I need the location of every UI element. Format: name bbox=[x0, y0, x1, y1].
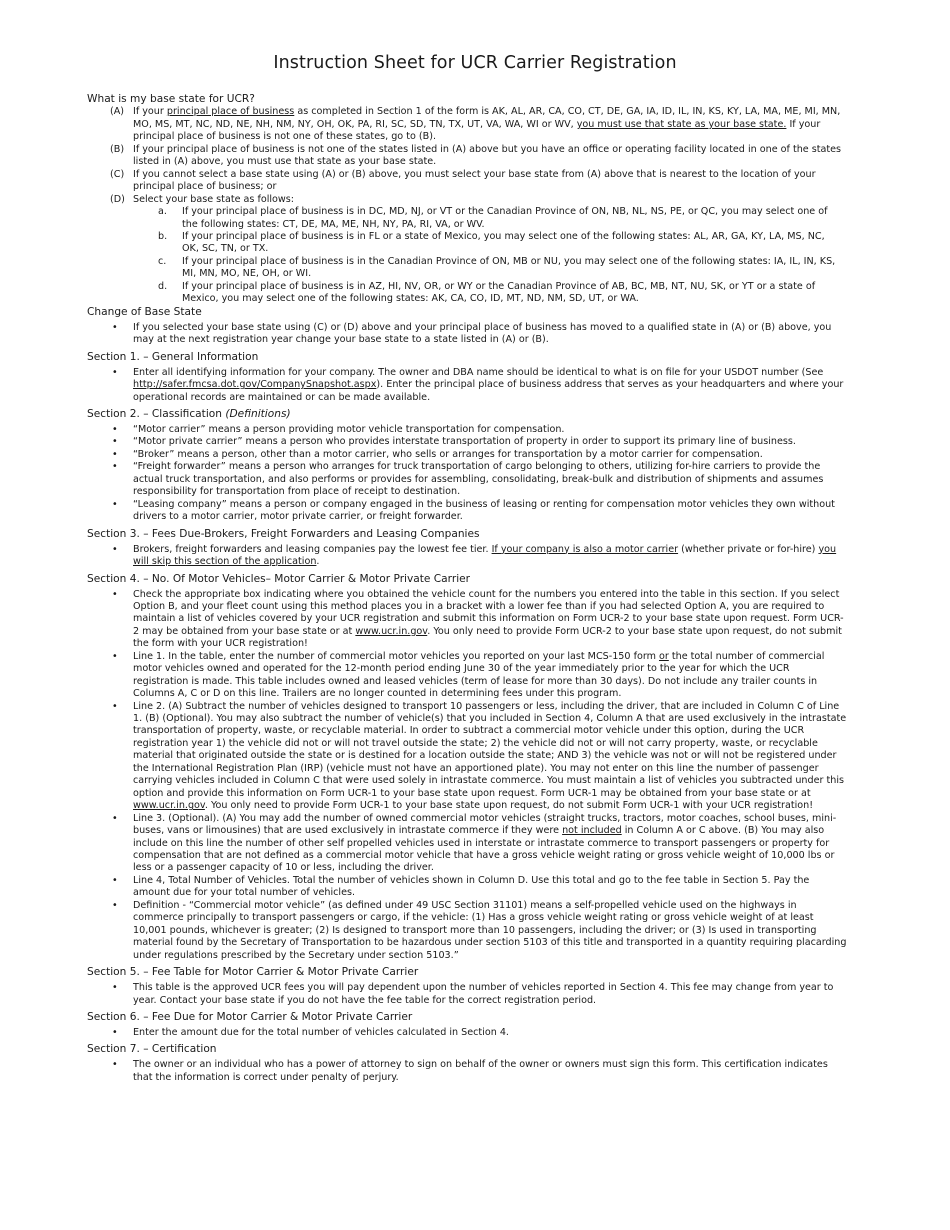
text-run: Check the appropriate box indicating where you obtained the vehicle count for the numbers you entered into the table in this section. If you select Option B, and your fleet count using this method places you in a bracket with a lower fee than if you had selected Option A, you are required to maintain a list of vehicles covered by your UCR registration and submit this information on Form UCR-2 to your base state upon request. Form UCR-2 may be obtained from your base state or at bbox=[133, 588, 844, 637]
base-state-question: What is my base state for UCR? bbox=[87, 93, 255, 105]
section-heading-note: (Definitions) bbox=[225, 407, 291, 420]
bullet-item bbox=[87, 701, 847, 813]
bullet-item bbox=[87, 813, 847, 875]
underlined-text: or bbox=[658, 650, 669, 662]
text-run: The owner or an individual who has a power of attorney to sign on behalf of the owner or owners must sign this form. This certification indicates that the information is correct under penalty of perjury. bbox=[133, 1059, 828, 1083]
bullet-item bbox=[87, 461, 847, 498]
base-state-list bbox=[87, 106, 847, 206]
section-heading-text: Section 3. – Fees Due-Brokers, Freight Forwarders and Leasing Companies bbox=[87, 527, 480, 540]
subitem-label: b. bbox=[158, 230, 168, 242]
section-heading-text: Change of Base State bbox=[87, 305, 202, 318]
base-state-item bbox=[87, 144, 847, 169]
bullet-list bbox=[87, 544, 847, 569]
item-label: (B) bbox=[110, 143, 125, 155]
text-run: “Motor carrier” means a person providing motor vehicle transportation for compensation. bbox=[133, 423, 565, 435]
sections-container bbox=[87, 306, 847, 1085]
bullet-item bbox=[87, 544, 847, 569]
base-state-subitem bbox=[87, 256, 842, 281]
underlined-text: principal place of business bbox=[166, 106, 295, 118]
bullet-item bbox=[87, 322, 847, 347]
text-run: “Leasing company” means a person or company engaged in the business of leasing or renting for compensation motor vehicles they own without drivers to a motor carrier, motor private carrier, or freight forwarder. bbox=[133, 498, 835, 523]
text-run: Line 3. (Optional). (A) You may add the number of owned commercial motor vehicles (straight trucks, tractors, motor coaches, school buses, mini-buses, vans or limousines) that are used exclusively in intrastate commerce if they were bbox=[133, 812, 837, 837]
bullet-list bbox=[87, 1027, 847, 1039]
subitem-text: If your principal place of business is in FL or a state of Mexico, you may select one of the following states: AL, AR, GA, KY, LA, MS, NC, OK, SC, TN, or TX. bbox=[182, 230, 825, 255]
section-heading bbox=[87, 351, 847, 364]
text-run: “Broker” means a person, other than a motor carrier, who sells or arranges for transportation by a motor carrier for compensation. bbox=[133, 448, 763, 460]
bullet-item bbox=[87, 589, 847, 651]
bullet-item bbox=[87, 367, 847, 404]
section-heading-text: Section 6. – Fee Due for Motor Carrier & Motor Private Carrier bbox=[87, 1011, 413, 1023]
bullet-list bbox=[87, 589, 847, 963]
item-label: (D) bbox=[110, 193, 125, 205]
base-state-item bbox=[87, 169, 847, 194]
section-heading bbox=[87, 528, 847, 541]
section-heading bbox=[87, 1043, 847, 1056]
text-run: as completed in Section 1 of the form is AK, AL, AR, CA, CO, CT, DE, GA, IA, ID, IL, IN, KS, KY, LA, MA, ME, MI, MN, MO, MS, MT, NC, ND, NE, NH, NM, NY, OH, OK, PA, RI, SC, SD, TN, TX, UT, VA, WA, WI or WV, bbox=[133, 106, 841, 130]
item-label: (C) bbox=[110, 168, 125, 180]
text-run: If you selected your base state using (C) or (D) above and your principal place of business has moved to a qualified state in (A) or (B) above, you may at the next registration year change your base state to a state listed in (A) or (B). bbox=[133, 321, 832, 346]
underlined-text: If your company is also a motor carrier bbox=[491, 543, 679, 555]
section-heading-text: Section 4. – No. Of Motor Vehicles– Motor Carrier & Motor Private Carrier bbox=[87, 572, 471, 585]
text-run: Brokers, freight forwarders and leasing companies pay the lowest fee tier. bbox=[133, 543, 492, 555]
section-heading-text: Section 2. – Classification bbox=[87, 407, 226, 420]
text-run: . You only need to provide Form UCR-1 to your base state upon request, do not submit Form UCR-1 with your UCR registration! bbox=[204, 800, 814, 812]
bullet-item bbox=[87, 449, 847, 461]
item-label: (A) bbox=[110, 106, 125, 118]
text-run: (whether private or for-hire) bbox=[678, 543, 819, 555]
bullet-item bbox=[87, 1059, 847, 1084]
text-run: the total number of commercial motor vehicles owned and operated for the 12-month period ending June 30 of the year immediately prior to the year for which the UCR registration is made. This table includes owned and leased vehicles (term of lease for more than 30 days). Do not include any trailer counts in Columns A, C or D on this line. Trailers are no longer counted in determining fees under this program. bbox=[133, 650, 825, 700]
text-run: . bbox=[316, 556, 320, 568]
text-run: “Freight forwarder” means a person who arranges for truck transportation of cargo belonging to others, utilizing for-hire carriers to provide the actual truck transportation, and also performs or provides for assembling, consolidating, break-bulk and distribution of shipments and assumes responsibility for transportation from place of receipt to destination. bbox=[133, 461, 824, 498]
underlined-text: you will skip this section of the application bbox=[133, 543, 837, 568]
subitem-text: If your principal place of business is in DC, MD, NJ, or VT or the Canadian Province of ON, NB, NL, NS, PE, or QC, you may select one of the following states: CT, DE, MA, ME, NH, NY, PA, RI, VA, or WV. bbox=[182, 206, 828, 230]
bullet-item bbox=[87, 424, 847, 436]
text-run: Enter all identifying information for your company. The owner and DBA name should be identical to what is on file for your USDOT number (See bbox=[133, 366, 824, 378]
section-heading-text: Section 5. – Fee Table for Motor Carrier & Motor Private Carrier bbox=[87, 966, 419, 979]
text-run: If your principal place of business is not one of these states, go to (B). bbox=[133, 118, 821, 143]
section-heading bbox=[87, 1011, 847, 1024]
text-run: “Motor private carrier” means a person who provides interstate transportation of property in order to support its primary line of business. bbox=[133, 436, 796, 448]
base-state-subitem bbox=[87, 231, 842, 256]
subitem-text: If your principal place of business is in the Canadian Province of ON, MB or NU, you may select one of the following states: IA, IL, IN, KS, MI, MN, MO, NE, OH, or WI. bbox=[182, 255, 836, 280]
text-run: Enter the amount due for the total number of vehicles calculated in Section 4. bbox=[133, 1027, 509, 1038]
bullet-item bbox=[87, 875, 847, 900]
text-run: If you cannot select a base state using (A) or (B) above, you must select your base state from (A) above that is nearest to the location of your principal place of business; or bbox=[133, 168, 816, 193]
subitem-label: d. bbox=[158, 280, 168, 292]
bullet-list bbox=[87, 367, 847, 404]
bullet-item bbox=[87, 982, 847, 1007]
subitem-label: c. bbox=[158, 255, 167, 267]
base-state-item bbox=[87, 106, 847, 143]
section-heading-text: Section 1. – General Information bbox=[87, 350, 259, 363]
underlined-text: not included bbox=[562, 825, 622, 837]
text-run: Select your base state as follows: bbox=[133, 193, 294, 205]
bullet-item bbox=[87, 651, 847, 701]
section-heading bbox=[87, 573, 847, 586]
text-run: If your principal place of business is not one of the states listed in (A) above but you have an office or operating facility located in one of the states listed in (A) above, you must use that state as your base state. bbox=[133, 143, 842, 168]
section-heading bbox=[87, 966, 847, 979]
bullet-list bbox=[87, 322, 847, 347]
subitem-label: a. bbox=[158, 206, 167, 218]
section-heading bbox=[87, 306, 847, 319]
bullet-item bbox=[87, 499, 847, 524]
base-state-subitem bbox=[87, 206, 842, 231]
page-title: Instruction Sheet for UCR Carrier Registration bbox=[273, 53, 677, 73]
text-run: Line 2. (A) Subtract the number of vehicles designed to transport 10 passengers or less, including the driver, that are included in Column C of Line 1. (B) (Optional). You may also subtract the number of vehicle(s) that you included in Section 4, Column A that are used exclusively in the intrastate transportation of property, waste, or recyclable material. In order to subtract a commercial motor vehicle under this option, during the UCR registration year 1) the vehicle did not or will not travel outside the state; 2) the vehicle did not or will not carry property, waste, or recyclable material that originated outside the state or is destined for a location outside the state; AND 3) the vehicle was not or will not be registered under the International Registration Plan (IRP) (vehicle must not have an apportioned plate). You may not enter on this line the number of passenger carrying vehicles included in Column C that were used solely in intrastate commerce. You must maintain a list of vehicles you subtracted under this option and provide this information on Form UCR-1 to your base state upon request. Form UCR-1 may be obtained from your base state or at bbox=[133, 700, 847, 799]
text-run: ). Enter the principal place of business address that serves as your headquarters and where your operational records are maintained or can be made available. bbox=[133, 379, 844, 403]
section-heading-text: Section 7. – Certification bbox=[87, 1043, 217, 1056]
bullet-list bbox=[87, 424, 847, 524]
underlined-text: http://safer.fmcsa.dot.gov/CompanySnapshot.aspx bbox=[133, 379, 377, 391]
bullet-list bbox=[87, 1059, 847, 1084]
text-run: Line 1. In the table, enter the number of commercial motor vehicles you reported on your last MCS-150 form bbox=[133, 650, 659, 662]
text-run: Line 4, Total Number of Vehicles. Total the number of vehicles shown in Column D. Use this total and go to the fee table in Section 5. Pay the amount due for your total number of vehicles. bbox=[133, 874, 810, 899]
base-state-sublist bbox=[87, 206, 847, 306]
bullet-list bbox=[87, 982, 847, 1007]
base-state-subitem bbox=[87, 281, 842, 306]
text-run: in Column A or C above. (B) You may also include on this line the number of other self propelled vehicles used in interstate or intrastate commerce to transport passengers or property for compensation that are not defined as a commercial motor vehicle that have a gross vehicle weight rating or gross vehicle weight of 10,000 lbs or less or a passenger capacity of 10 or less, including the driver. bbox=[133, 825, 835, 874]
bullet-item bbox=[87, 900, 847, 962]
subitem-text: If your principal place of business is in AZ, HI, NV, OR, or WY or the Canadian Province of AB, BC, MB, NT, NU, SK, or YT or a state of Mexico, you may select one of the following states: AK, CA, CO, ID, MT, ND, NM, SD, UT, or WA. bbox=[182, 280, 816, 305]
text-run: This table is the approved UCR fees you will pay dependent upon the number of vehicles reported in Section 4. This fee may change from year to year. Contact your base state if you do not have the fee table for the correct registration period. bbox=[133, 982, 834, 1006]
bullet-item bbox=[87, 436, 847, 448]
document-body bbox=[87, 93, 847, 1084]
text-run: . You only need to provide Form UCR-2 to your base state upon request, do not submit the form with your UCR registration! bbox=[133, 625, 842, 650]
underlined-text: www.ucr.in.gov bbox=[355, 625, 428, 637]
section-heading bbox=[87, 408, 847, 421]
text-run: Definition - “Commercial motor vehicle” (as defined under 49 USC Section 31101) means a self-propelled vehicle used on the highways in commerce principally to transport passengers or cargo, if the vehicle: (1) Has a gross vehicle weight rating or gross vehicle weight of at least 10,001 pounds, whichever is greater; (2) Is designed to transport more than 10 passengers, including the driver; or (3) Is used in transporting material found by the Secretary of Transportation to be hazardous under section 5103 of this title and transported in a quantity requiring placarding under regulations prescribed by the Secretary under section 5103.” bbox=[133, 899, 847, 961]
underlined-text: you must use that state as your base state. bbox=[576, 118, 787, 130]
base-state-item bbox=[87, 194, 847, 206]
bullet-item bbox=[87, 1027, 847, 1039]
text-run: If your bbox=[133, 106, 167, 118]
underlined-text: www.ucr.in.gov bbox=[133, 800, 205, 812]
